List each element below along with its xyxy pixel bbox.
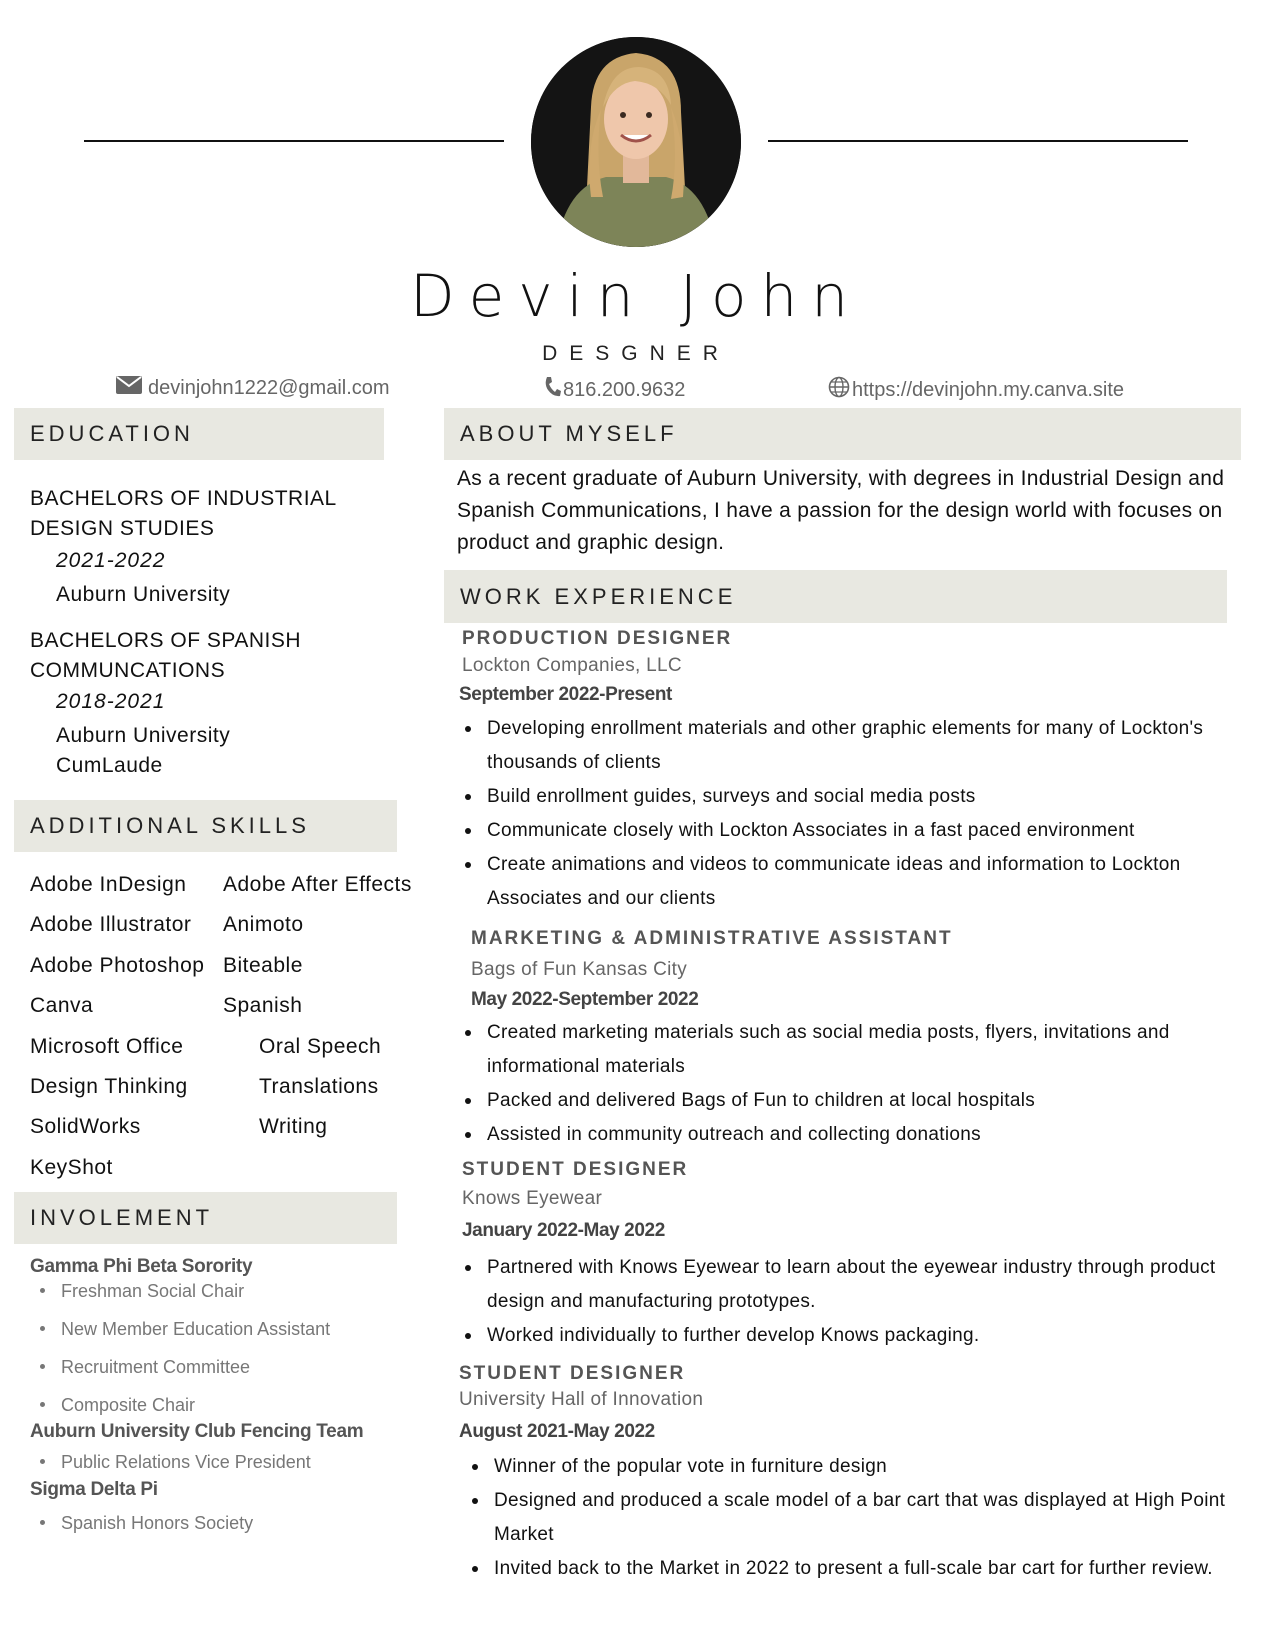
org-role-text: Recruitment Committee: [61, 1357, 251, 1377]
org-role: [40, 1357, 250, 1378]
org-role-text: Public Relations Vice President: [61, 1452, 311, 1472]
globe-icon: [828, 376, 850, 404]
job-company: Knows Eyewear: [462, 1188, 603, 1209]
skill-item: Oral Speech: [259, 1035, 382, 1058]
job-company: University Hall of Innovation: [459, 1389, 704, 1410]
degree-2-line1: BACHELORS OF SPANISH: [30, 629, 302, 652]
job-dates: September 2022-Present: [459, 684, 672, 705]
job-bullet: Winner of the popular vote in furniture design: [468, 1450, 1251, 1484]
skill-item: Adobe Photoshop: [30, 954, 205, 977]
website-text[interactable]: https://devinjohn.my.canva.site: [852, 378, 1124, 401]
degree-2-honors: CumLaude: [56, 754, 163, 777]
org-role: [40, 1395, 195, 1416]
job-bullet: Build enrollment guides, surveys and social media posts: [461, 780, 1251, 814]
degree-1-title: [30, 484, 337, 544]
org-role: [40, 1452, 311, 1473]
job-company: Lockton Companies, LLC: [462, 655, 682, 676]
org-name: Gamma Phi Beta Sorority: [30, 1256, 253, 1277]
skill-item: Translations: [259, 1075, 379, 1098]
org-role-text: Composite Chair: [61, 1395, 196, 1415]
skill-item: Adobe Illustrator: [30, 913, 192, 936]
job-bullet: Invited back to the Market in 2022 to present a full-scale bar cart for further review.: [468, 1552, 1251, 1586]
job-bullets: [461, 1251, 1251, 1353]
mail-icon: [116, 376, 142, 400]
about-heading-text: ABOUT MYSELF: [460, 421, 678, 446]
job-bullet: Communicate closely with Lockton Associates in a fast paced environment: [461, 814, 1251, 848]
org-role: [40, 1513, 253, 1534]
skill-item: Design Thinking: [30, 1075, 188, 1098]
skill-item: Spanish: [223, 994, 303, 1017]
work-heading: [444, 570, 1227, 623]
divider-right: [768, 140, 1188, 142]
job-bullet: Created marketing materials such as social media posts, flyers, invitations and informational materials: [461, 1016, 1251, 1084]
skill-item: KeyShot: [30, 1156, 113, 1179]
candidate-name: Devin John: [409, 262, 863, 330]
about-heading: [444, 408, 1241, 460]
skill-item: Biteable: [223, 954, 303, 977]
skill-item: Adobe After Effects: [223, 873, 412, 896]
job-title: MARKETING & ADMINISTRATIVE ASSISTANT: [471, 928, 953, 949]
contact-email[interactable]: [116, 376, 390, 400]
job-dates: May 2022-September 2022: [471, 989, 699, 1010]
degree-2-years: 2018-2021: [56, 690, 166, 713]
involvement-heading: [14, 1192, 397, 1244]
org-role: [40, 1281, 244, 1302]
skill-item: Writing: [259, 1115, 328, 1138]
skill-item: SolidWorks: [30, 1115, 141, 1138]
contact-website[interactable]: [828, 376, 1124, 404]
skill-item: Adobe InDesign: [30, 873, 187, 896]
education-heading-text: EDUCATION: [30, 421, 194, 446]
org-name: Sigma Delta Pi: [30, 1479, 158, 1500]
skill-item: Canva: [30, 994, 94, 1017]
job-bullet: Partnered with Knows Eyewear to learn about the eyewear industry through product design and manufacturing prototypes.: [461, 1251, 1251, 1319]
degree-2-school: [56, 721, 230, 781]
candidate-role: DESGNER: [542, 342, 730, 365]
work-heading-text: WORK EXPERIENCE: [460, 583, 737, 609]
contact-phone[interactable]: [543, 376, 685, 404]
degree-1-line2: DESIGN STUDIES: [30, 517, 215, 540]
job-dates: August 2021-May 2022: [459, 1421, 655, 1442]
org-role-text: Spanish Honors Society: [61, 1513, 254, 1533]
degree-2-line2: COMMUNCATIONS: [30, 659, 226, 682]
skills-heading-text: ADDITIONAL SKILLS: [30, 813, 310, 838]
job-bullet: Create animations and videos to communicate ideas and information to Lockton Associates and our clients: [461, 848, 1251, 916]
job-dates: January 2022-May 2022: [462, 1220, 665, 1241]
org-role-text: New Member Education Assistant: [61, 1319, 331, 1339]
job-bullet: Assisted in community outreach and collecting donations: [461, 1118, 1251, 1152]
job-bullets: [468, 1450, 1251, 1586]
job-company: Bags of Fun Kansas City: [471, 959, 688, 980]
job-title: PRODUCTION DESIGNER: [462, 628, 733, 649]
phone-icon: [543, 376, 561, 404]
education-heading: [14, 408, 384, 460]
job-bullet: Worked individually to further develop Knows packaging.: [461, 1319, 1251, 1353]
job-bullets: [461, 712, 1251, 916]
org-role: [40, 1319, 330, 1340]
job-bullet: Developing enrollment materials and other graphic elements for many of Lockton's thousands of clients: [461, 712, 1251, 780]
skills-heading: [14, 800, 397, 852]
job-bullets: [461, 1016, 1251, 1152]
degree-1-line1: BACHELORS OF INDUSTRIAL: [30, 487, 337, 510]
divider-left: [84, 140, 504, 142]
org-name: Auburn University Club Fencing Team: [30, 1421, 364, 1442]
job-title: STUDENT DESIGNER: [462, 1159, 689, 1180]
job-bullet: Packed and delivered Bags of Fun to children at local hospitals: [461, 1084, 1251, 1118]
job-bullet: Designed and produced a scale model of a bar cart that was displayed at High Point Market: [468, 1484, 1251, 1552]
degree-2-school-name: Auburn University: [56, 724, 231, 747]
about-text: As a recent graduate of Auburn University, with degrees in Industrial Design and Spanish Communications, I have a passion for the design world with focuses on product and graphic design.: [457, 467, 1225, 554]
phone-text[interactable]: 816.200.9632: [563, 378, 686, 401]
degree-2-title: [30, 626, 301, 686]
org-role-text: Freshman Social Chair: [61, 1281, 245, 1301]
degree-1-years: 2021-2022: [56, 549, 166, 572]
involvement-heading-text: INVOLEMENT: [30, 1205, 214, 1230]
email-text[interactable]: devinjohn1222@gmail.com: [148, 376, 390, 399]
skill-item: Animoto: [223, 913, 304, 936]
job-title: STUDENT DESIGNER: [459, 1363, 686, 1384]
profile-photo: [531, 37, 741, 247]
degree-1-school: Auburn University: [56, 583, 231, 606]
skill-item: Microsoft Office: [30, 1035, 184, 1058]
profile-photo-image: [531, 37, 741, 247]
